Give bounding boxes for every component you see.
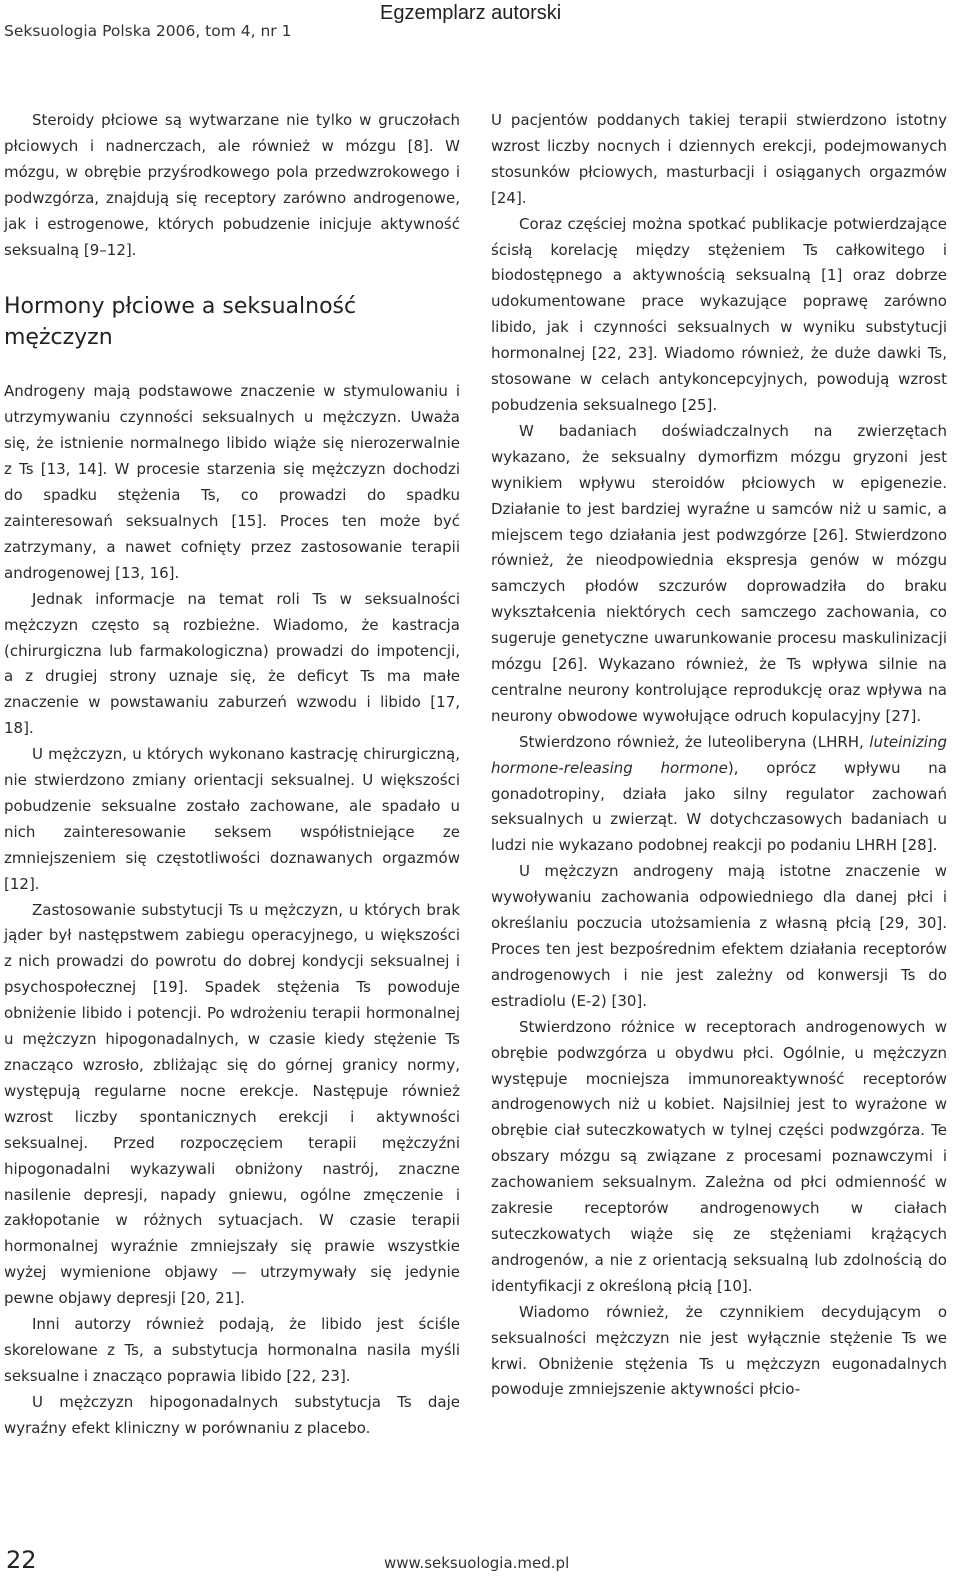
paragraph: U mężczyzn, u których wykonano kastrację chirurgiczną, nie stwierdzono zmiany orientacji seksualnej. U większości pobudzenie seksualne zostało zachowane, ale spadało u nich zainteresowanie seksem współistniejące ze zmniejszeniem się częstotliwości doznawanych orgazmów [12]. [4, 745, 460, 893]
right-column [491, 108, 947, 1403]
paragraph: Zastosowanie substytucji Ts u mężczyzn, u których brak jąder był następstwem zabiegu operacyjnego, u większości z nich prowadzi do powrotu do dobrej kondycji seksualnej i psychospołecznej [19]. Spadek stężenia Ts powoduje obniżenie libido i potencji. Po wdrożeniu terapii hormonalnej u mężczyzn hipogonadalnych, w czasie kiedy stężenie Ts znacząco wzrosło, zbliżając się do górnej granicy normy, występują regularne nocne erekcje. Następuje również wzrost liczby spontanicznych erekcji i aktywności seksualnej. Przed rozpoczęciem terapii mężczyźni hipogonadalni wykazywali obniżony nastrój, znaczne nasilenie depresji, napady gniewu, ogólne zmęczenie i zakłopotanie w różnych sytuacjach. W czasie terapii hormonalnej wyraźnie zmniejszały się prawie wszystkie wyżej wymienione objawy — utrzymywały się jedynie pewne objawy depresji [20, 21]. [4, 900, 460, 1308]
section-heading: Hormony płciowe a seksualność mężczyzn [4, 294, 357, 351]
paragraph: U mężczyzn hipogonadalnych substytucja Ts daje wyraźny efekt kliniczny w porównaniu z placebo. [4, 1392, 460, 1437]
paragraph: Jednak informacje na temat roli Ts w seksualności mężczyzn często są rozbieżne. Wiadomo, że kastracja (chirurgiczna lub farmakologiczna) prowadzi do impotencji, a z drugiej strony uznaje się, że deficyt Ts ma małe znaczenie w powstawaniu zaburzeń wzwodu i libido [17, 18]. [4, 589, 460, 738]
paragraph: Coraz częściej można spotkać publikacje potwierdzające ścisłą korelację między stężeniem Ts całkowitego i biodostępnego a aktywnością seksualną [1] oraz dobrze udokumentowane prace wykazujące poprawę zarówno libido, jak i czynności seksualnych w wyniku substytucji hormonalnej [22, 23]. Wiadomo również, że duże dawki Ts, stosowane w celach antykoncepcyjnych, powodują wzrost pobudzenia seksualnego [25]. [491, 214, 947, 414]
website-url: www.seksuologia.med.pl [384, 1554, 570, 1572]
intro-paragraph: Steroidy płciowe są wytwarzane nie tylko w gruczołach płciowych i nadnerczach, ale również w mózgu [8]. W mózgu, w obrębie przyśrodkowego pola przedwzrokowego i podwzgórza, znajdują się receptory zarówno androgenowe, jak i estrogenowe, których pobudzenie inicjuje aktywność seksualną [9–12]. [4, 111, 460, 259]
journal-header: Seksuologia Polska 2006, tom 4, nr 1 [4, 22, 292, 40]
paragraph: Androgeny mają podstawowe znaczenie w stymulowaniu i utrzymywaniu czynności seksualnych u mężczyzn. Uważa się, że istnienie normalnego libido wiąże się nierozerwalnie z Ts [13, 14]. W procesie starzenia się mężczyzn dochodzi do spadku stężenia Ts, co prowadzi do spadku zainteresowań seksualnych [15]. Proces ten może być zatrzymany, a nawet cofnięty przez zastosowanie terapii androgenowej [13, 16]. [4, 382, 460, 582]
paragraph: W badaniach doświadczalnych na zwierzętach wykazano, że seksualny dymorfizm mózgu gryzoni jest wynikiem wpływu steroidów płciowych w epigenezie. Działanie to jest bardziej wyraźne u samców niż u samic, a miejscem tego działania jest podwzgórze [26]. Stwierdzono również, że nieodpowiednia ekspresja genów w mózgu samczych płodów szczurów doprowadziła do braku wykształcenia niektórych cech samczego zachowania, co sugeruje genetyczne uwarunkowanie procesu maskulinizacji mózgu [26]. Wykazano również, że Ts wpływa silnie na centralne neurony kontrolujące reprodukcję oraz wpływa na neurony obwodowe wywołujące odruch kopulacyjny [27]. [491, 421, 947, 725]
left-column [4, 108, 460, 1442]
italic-term: luteinizing hormone-releasing hormone [491, 732, 947, 777]
paragraph: Wiadomo również, że czynnikiem decydującym o seksualności mężczyzn nie jest wyłącznie stężenie Ts we krwi. Obniżenie stężenia Ts u mężczyzn eugonadalnych powoduje zmniejszenie aktywności płcio- [491, 1302, 947, 1399]
paragraph: U pacjentów poddanych takiej terapii stwierdzono istotny wzrost liczby nocnych i dziennych erekcji, podejmowanych stosunków płciowych, masturbacji i osiąganych orgazmów [24]. [491, 111, 947, 207]
page-number: 22 [6, 1546, 37, 1574]
text-run: Stwierdzono również, że luteoliberyna (LHRH, [519, 732, 870, 751]
paragraph: Inni autorzy również podają, że libido jest ściśle skorelowane z Ts, a substytucja hormonalna nasila myśli seksualne i znacząco poprawia libido [22, 23]. [4, 1315, 460, 1385]
paragraph: U mężczyzn androgeny mają istotne znaczenie w wywoływaniu zachowania odpowiedniego dla danej płci i określaniu poczucia utożsamienia z własną płcią [29, 30]. Proces ten jest bezpośrednim efektem działania receptorów androgenowych i nie jest zależny od konwersji Ts do estradiolu (E-2) [30]. [491, 862, 947, 1010]
paragraph [491, 730, 947, 860]
copy-label: Egzemplarz autorski [380, 2, 562, 24]
text-run: ), oprócz wpływu na gonadotropiny, działa jako silny regulator zachowań seksualnych u zwierząt. W dotychczasowych badaniach u ludzi nie wykazano podobnej reakcji po podaniu LHRH [28]. [491, 758, 947, 855]
paragraph: Stwierdzono różnice w receptorach androgenowych w obrębie podwzgórza u obydwu płci. Ogólnie, u mężczyzn występuje mocniejsza immunoreaktywność receptorów androgenowych niż u kobiet. Najsilniej jest to wyrażone w obrębie ciał suteczkowatych w tylnej części podwzgórza. Te obszary mózgu są związane z procesami poznawczymi i zachowaniem seksualnym. Zależna od płci odmienność w zakresie receptorów androgenowych w ciałach suteczkowatych wiąże się ze stężeniami krążących androgenów, a nie z orientacją seksualną lub zdolnością do identyfikacji z określoną płcią [10]. [491, 1017, 947, 1295]
